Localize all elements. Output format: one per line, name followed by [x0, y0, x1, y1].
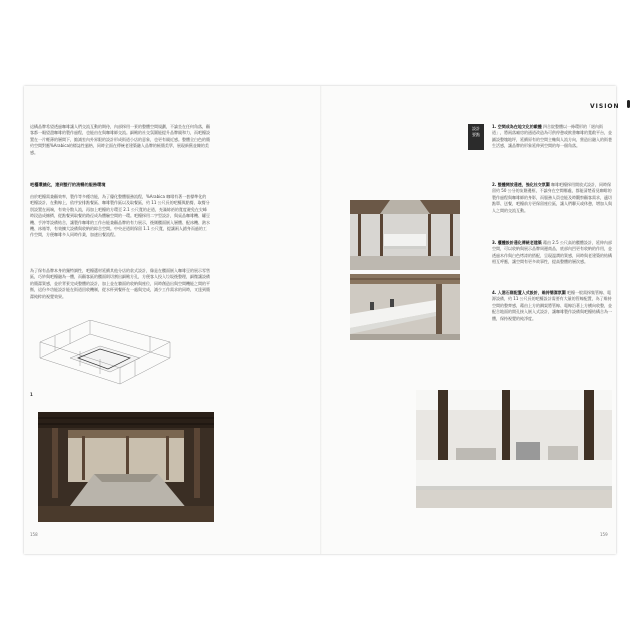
- axonometric-diagram: [30, 320, 180, 392]
- interior-photo-2: [350, 274, 460, 340]
- design-item-1-title: 1. 空間成為在地文化的載體: [492, 124, 542, 129]
- design-item-2-body: 咖啡吧檯採用開放式設計，同時保留約 50 公分的灰階邊框，不論身在空間哪處，都能清楚看見咖啡的製作過程與咖啡師的身影，而服務人員也能及時觀察顧客需求，適切點單、送餐，吧檯前方更保留座位區，讓人們聊天或休憩，增加人與人之間的交流互動。: [492, 182, 612, 213]
- interior-photo-3: [416, 390, 612, 508]
- section-label: VISION: [590, 103, 620, 110]
- design-item-3: [492, 240, 612, 266]
- left-folio: 158: [30, 532, 38, 537]
- design-item-4-body: 吧檯一般需採集管線、電源設備，約 11 公尺長的吧檯設計需要有大量的管線配置，為了維持空間的整齊感，藉由上方的鋼架將管線、電線沿著上方橫向收整，並配合地面的開孔接入嵌入式設計，讓咖啡製作設備與吧檯結構合為一體，保持視覺的純淨度。: [492, 290, 612, 321]
- caption-1: 1: [30, 392, 33, 397]
- magazine-spread: [24, 86, 620, 554]
- design-points-tag-text: 設計要點: [472, 126, 480, 137]
- left-subheading: 吧檯環繞化，達到整行的流暢的服務環境: [30, 182, 106, 187]
- left-paragraph-2: 為了保有品牌本身的獨特調性，吧檯選材延續其他分店的款式設計，像是在櫃面嵌入咖啡豆的展示零售區，巧妙與吧檯融為一體，而顧客區的櫃面則切割出細緻方孔，方便客人投入垃圾後整理，細微讓設備的簡潔質感，並於背景完成整體的設計，加上並在牆面的收納與座位，同時創造出與空間機能之間的平衡，這份多功能設計能在街道回收機制，從水杯到餐杯在一處與完成，減少工作需求的同時，又達到簡潔純粹的視覺效果。: [30, 268, 210, 299]
- design-item-1: [492, 124, 612, 150]
- design-item-4-title: 4. 入港石階配置入式設計，維持簡潔氛圍: [492, 290, 566, 295]
- interior-photo-1: [350, 200, 460, 270]
- design-item-2: [492, 182, 612, 214]
- design-item-3-title: 3. 櫃體設計通化傳統老建築: [492, 240, 542, 245]
- courtyard-photo: [38, 412, 214, 522]
- vision-mark-icon: [627, 100, 630, 108]
- right-folio: 159: [600, 532, 608, 537]
- design-item-4: [492, 290, 612, 322]
- design-item-2-title: 2. 整體開放通透，強化社交氛圍: [492, 182, 550, 187]
- design-points-tag: [468, 124, 484, 150]
- gutter: [320, 86, 322, 554]
- left-intro: 這構品牌希望透過咖啡讓人們交流互動的期待，內部採用一景的整體空間規劃，不論坐在任何角落，顧客都一眼望盡咖啡的製作過程，也能由在與咖啡師交流。細緻的社交氛圍能提升品牌親和力，而吧檯設置在一片輕薄的層間下，縮減室內外界限的設計形成街道小店的意象，也更有親近感。整體全白色的簡約空間對應%Arabica的標誌性風格，同時全面在傳統老建築融入品牌的極簡美學，展現新舊並陳的美感。: [30, 124, 210, 155]
- left-paragraph-1: 由於吧檯需兼顧效率，製作等多種功能，為了優化整體服務流程，%Arabica 咖啡有著一套標準化的吧檯設計，在動線上，依序安排點餐區、咖啡製作區以及取餐區，約 11 公尺長的吧檯與點餐、取餐分別設置在兩端，有效分散人流，再加上吧檯的方環至 2.1 公尺寬的走道，充滿餘裕的寬度避免在尖峰時段造成擁擠，從點餐到取餐的路徑成為體驗空間的一環。吧檯採用二字型設計，與桌品咖啡機、罐豆機、手沖等設備結合，讓製作咖啡的工作台能兼顧品牌的有力展示，後側櫃面嵌入層體、配冰機、熱水機、冰箱等，有效擴大設備與收納的綜合空間。中央走道則保留 1.1 公尺寬，提讓兩人錯身而過的工作空間，方便咖啡多人同時作業，加速出餐流程。: [30, 194, 210, 238]
- design-item-1-body: 四合院整體以一條環形的「迴內街道」，將兩落廂房的通道改造為可供停憩或飲書咖啡的寬敞平台，並鋪設整塊地坪，延續原有的空間主軸與人流方向，營造出融入的街巷生活感，讓品牌的形象延伸到空間的每一個角落。: [492, 124, 612, 149]
- design-item-3-body: 藉由 2.5 公尺高的櫃體設計，延伸內部空間，可以收納與展示品牌周邊商品，底部內凹更有收納的作用，並透過木作與白色烤漆的搭配，呈現溫潤的質感，同時與老建築的結構相互呼應，讓空間有更多故事性，提高整體的層次感。: [492, 240, 612, 265]
